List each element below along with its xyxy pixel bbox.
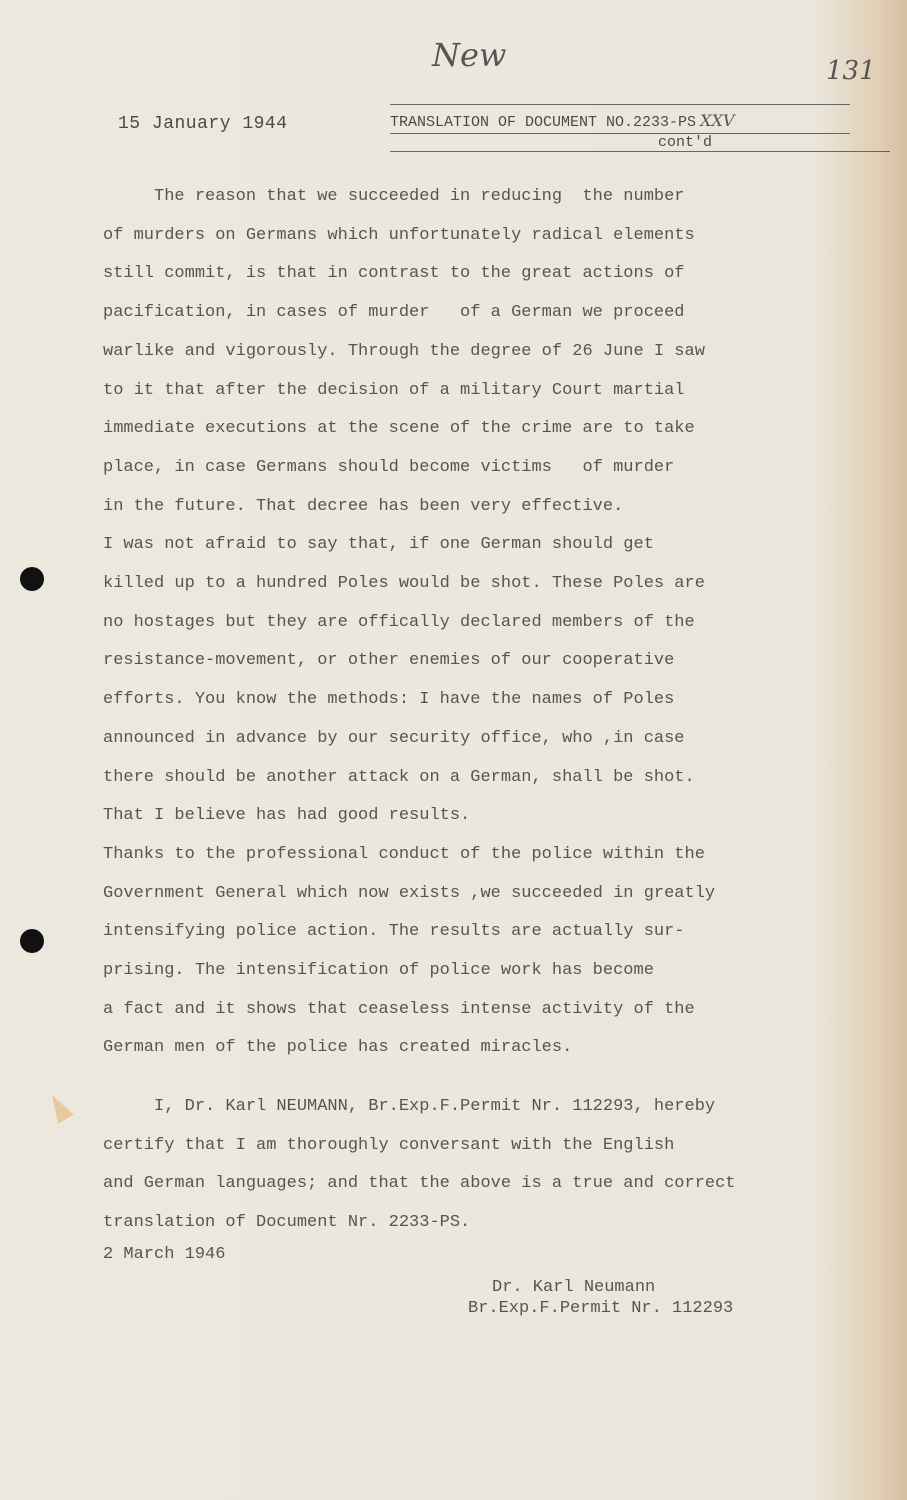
body-line: warlike and vigorously. Through the degree of 26 June I saw — [103, 341, 705, 361]
title-line-1: TRANSLATION OF DOCUMENT NO.2233-PS — [390, 114, 697, 131]
certification-line: and German languages; and that the above is a true and correct — [103, 1174, 736, 1193]
body-line: pacification, in cases of murder of a German we proceed — [103, 303, 685, 323]
body-line: German men of the police has created miracles. — [103, 1038, 573, 1058]
signature-block — [468, 1277, 733, 1319]
paper-mark — [44, 1090, 74, 1123]
title-line-2: cont'd — [390, 134, 890, 152]
certification-line: translation of Document Nr. 2233-PS. — [103, 1212, 471, 1232]
certification-date: 2 March 1946 — [103, 1245, 226, 1264]
certification-line: certify that I am thoroughly conversant with the English — [103, 1135, 675, 1155]
punch-hole-bottom — [20, 929, 44, 953]
body-line: of murders on Germans which unfortunately radical elements — [103, 225, 695, 245]
body-line: place, in case Germans should become victims of murder — [103, 457, 675, 477]
certification-line: I, Dr. Karl NEUMANN, Br.Exp.F.Permit Nr. 112293, hereby — [103, 1097, 716, 1116]
punch-hole-top — [20, 567, 44, 591]
handwritten-note: New — [432, 36, 507, 74]
certification-text — [103, 1088, 843, 1242]
handwritten-suffix: XXV — [700, 111, 735, 130]
body-line: Thanks to the professional conduct of the police within the — [103, 844, 705, 864]
body-line: resistance-movement, or other enemies of our cooperative — [103, 651, 675, 671]
header-date: 15 January 1944 — [118, 114, 288, 134]
document-title — [390, 104, 850, 152]
signature-name: Dr. Karl Neumann — [492, 1278, 656, 1297]
page-number: 131 — [826, 56, 876, 86]
body-line: killed up to a hundred Poles would be shot. These Poles are — [103, 574, 705, 594]
body-line: announced in advance by our security office, who ,in case — [103, 728, 685, 748]
body-line: prising. The intensification of police work has become — [103, 961, 654, 981]
body-line: That I believe has had good results. — [103, 806, 471, 826]
body-line: still commit, is that in contrast to the great actions of — [103, 264, 685, 284]
body-text — [103, 178, 843, 1068]
body-line: immediate executions at the scene of the crime are to take — [103, 419, 695, 439]
body-line: in the future. That decree has been very effective. — [103, 496, 624, 516]
body-line: no hostages but they are offically declared members of the — [103, 612, 695, 632]
body-line: to it that after the decision of a military Court martial — [103, 380, 685, 400]
body-line: Government General which now exists ,we succeeded in greatly — [103, 883, 716, 903]
body-line: efforts. You know the methods: I have the names of Poles — [103, 690, 675, 710]
body-line: there should be another attack on a German, shall be shot. — [103, 767, 695, 787]
body-line: a fact and it shows that ceaseless intense activity of the — [103, 999, 695, 1019]
body-line: The reason that we succeeded in reducing the number — [103, 187, 685, 206]
signature-permit: Br.Exp.F.Permit Nr. 112293 — [468, 1299, 734, 1318]
body-line: intensifying police action. The results are actually sur- — [103, 922, 685, 942]
body-line: I was not afraid to say that, if one German should get — [103, 535, 654, 555]
